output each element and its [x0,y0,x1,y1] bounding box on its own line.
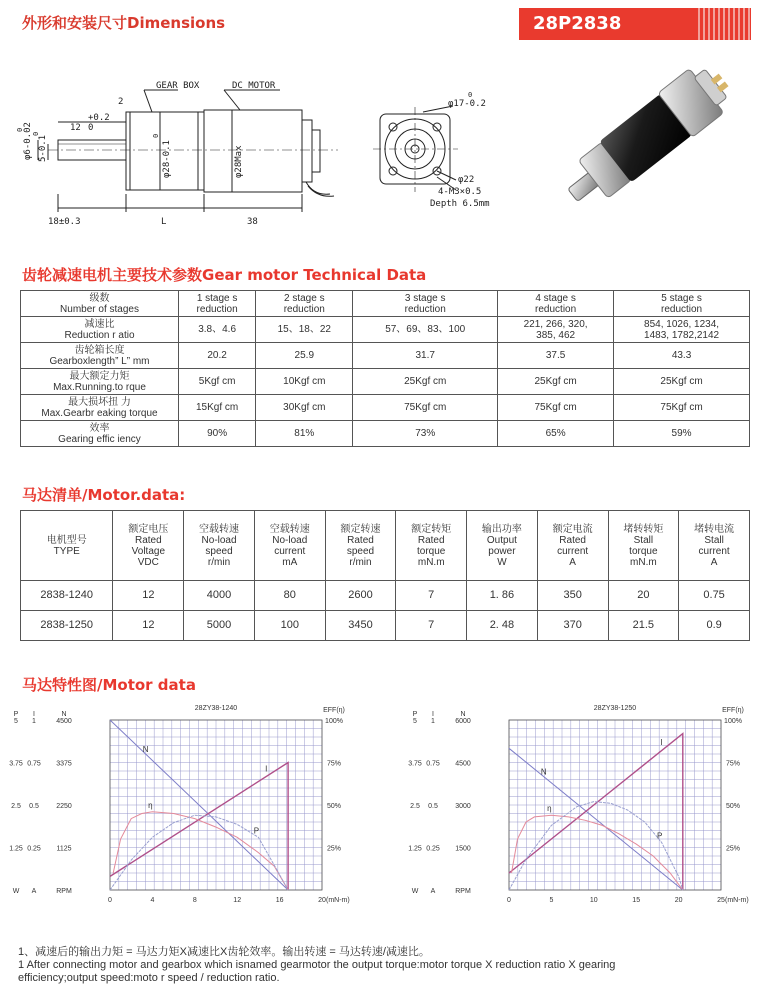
motor-header-line: mN.m [417,556,445,568]
series-label: I [660,738,663,748]
motor-header-line: current [557,545,589,557]
motor-header-line: 额定转速 [340,523,381,535]
dim-boss-dia: φ17-0.2 [448,99,486,109]
gear-cell-line: 65% [545,428,566,439]
motor-header-line: VDC [137,556,159,568]
model-number: 28P2838 [533,13,622,34]
motor-header-line: 额定电流 [552,523,593,535]
dim-step: 2 [118,97,124,107]
gear-cell [498,317,614,343]
note-en-2: efficiency;output speed:moto r speed / reduction ratio. [18,972,280,984]
gear-cell [256,369,353,395]
chart-28zy38-1250 [405,700,751,920]
dim-gear-dia: φ28-0.1 [162,140,172,178]
motor-header-cell [467,511,538,581]
dim-motor-dia: φ28Max [234,145,244,178]
gear-cell [614,369,750,395]
motor-header-line: 电机型号 [46,534,87,546]
gear-cell-line: 4 stage s [535,292,576,304]
dim-depth: Depth 6.5mm [430,199,490,209]
motor-header-cell [679,511,750,581]
motor-header-line: power [488,545,516,557]
x-tick: 0 [507,897,511,904]
x-tick: 4 [150,897,155,904]
motor-header-line: 额定电压 [128,523,169,535]
series-label: P [656,831,663,841]
series-label: N [540,767,547,777]
gear-cell-line: 854, 1026, 1234, [644,318,720,330]
gear-cell-line: 5 stage s [661,292,702,304]
axis-tick: 4500 [56,718,72,725]
x-tick: 15 [632,897,641,904]
axis-tick: 5 [14,718,18,725]
axis-tick: 3000 [455,803,471,810]
gear-cell-line: 221, 266, 320, [523,318,588,330]
motor-header-line: torque [629,545,658,557]
gear-label-en: Max.Gearbr eaking torque [41,407,158,419]
gear-cell-line: 25Kgf cm [534,376,577,387]
axis-tick: 0.25 [27,845,41,853]
gear-cell-line: 15、18、22 [277,324,331,335]
motor-header-line: 堵转转矩 [623,523,664,535]
axis-tick: 1.25 [408,845,422,853]
motor-cell: 350 [537,581,608,611]
motor-header-line: current [274,545,306,557]
end-view [373,106,458,192]
motor-header-line: Stall [633,534,654,546]
motor-header-cell [184,511,255,581]
x-tick: 20 [674,897,683,904]
gear-row [21,369,750,395]
gear-row-label [21,291,179,317]
series-power-line [509,802,683,890]
gear-cell [256,343,353,369]
axis-tick: 2250 [56,803,72,810]
axis-sub: W [12,888,20,895]
axis-tick-eff: 100% [325,718,343,725]
note-en-1: 1 After connecting motor and gearbox which isnamed gearmotor the output torque:motor torque X reduction ratio X gearing [18,959,616,971]
motor-header-line: 堵转电流 [694,523,735,535]
gear-cell [179,369,256,395]
gear-row-label [21,343,179,369]
gear-label-cn: 最大损坏扭 力 [68,396,131,408]
gear-row-label [21,369,179,395]
note-cn: 1、减速后的输出力矩 = 马达力矩X减速比X齿轮效率。输出转速 = 马达转速/减速比。 [18,946,430,958]
gear-label-en: Gearboxlength” L” mm [49,355,150,367]
gear-cell [614,395,750,421]
motor-header-line: torque [417,545,446,557]
axis-unit: I [33,711,35,718]
motor-header-line: Output [486,534,517,546]
badge-stripes [695,8,751,40]
motor-cell: 12 [113,581,184,611]
gear-cell-line: 31.7 [415,350,435,361]
dim-boss-zero: 0 [468,91,473,99]
axis-tick: 2.5 [410,803,420,810]
dimensions-title: 外形和安装尺寸Dimensions [22,14,226,32]
motor-cell: 100 [254,611,325,641]
series-label: N [142,745,149,754]
footnotes [18,946,748,985]
motor-cell: 12 [113,611,184,641]
dim-holes: 4-M3×0.5 [438,187,482,197]
gear-row-label [21,421,179,447]
x-axis-label: (mN-m) [725,897,749,904]
x-tick: 20 [318,897,326,904]
gear-cell-line: reduction [535,303,577,315]
axis-tick: 2.5 [11,803,21,810]
gear-cell [498,343,614,369]
gear-cell-line: 10Kgf cm [283,376,326,387]
gear-cell-line: reduction [660,303,703,315]
gear-cell-line: 75Kgf cm [534,402,577,413]
motor-header-line: 额定转矩 [411,523,452,535]
axis-tick: 3375 [56,760,72,768]
motor-cell: 370 [537,611,608,641]
axis-unit: I [432,711,434,718]
motor-cell: 2838-1240 [21,581,113,611]
axis-tick: 1 [431,718,435,725]
motor-cell: 0.9 [679,611,750,641]
gear-cell-line: 73% [415,428,436,439]
gear-cell-line: 3 stage s [404,292,446,304]
gear-cell-line: 15Kgf cm [195,402,239,413]
motor-cell: 7 [396,611,467,641]
gear-cell [353,291,498,317]
gear-cell [614,421,750,447]
axis-tick: 4500 [455,760,471,768]
axis-tick-eff: 100% [724,718,742,725]
axis-sub: RPM [455,888,471,895]
gear-cell-line: 25Kgf cm [660,376,703,387]
axis-tick: 0.25 [426,845,440,853]
label-dc-motor: DC MOTOR [232,81,276,91]
gear-row-label [21,317,179,343]
gear-row [21,317,750,343]
gear-cell [256,421,353,447]
motor-photo [545,48,750,234]
motor-header-row [21,511,750,581]
dim-key-tol: +0.2 [88,113,110,123]
motor-header-cell [113,511,184,581]
gear-label-en: Max.Running.to rque [53,381,146,393]
gear-cell [353,421,498,447]
axis-tick-eff: 75% [326,760,342,768]
gear-cell [614,317,750,343]
gear-cell [614,291,750,317]
gear-cell-line: 30Kgf cm [283,402,326,413]
motor-cell: 3450 [325,611,396,641]
chart-28zy38-1240 [6,700,352,920]
axis-tick: 1125 [56,845,72,853]
gear-label-en: Gearing effic iency [58,433,141,445]
label-gear-box: GEAR BOX [156,81,200,91]
axis-sub: A [430,888,436,895]
motor-cell: 2600 [325,581,396,611]
motor-header-line: Stall [704,534,724,546]
motor-header-line: Rated [134,534,162,546]
series-label: I [265,764,268,774]
x-tick: 5 [549,897,554,904]
gear-cell-line: 81% [294,428,315,439]
gear-cell [498,421,614,447]
gear-cell-line: 5Kgf cm [198,376,236,387]
motor-header-line: 输出功率 [481,523,522,535]
gear-cell-line: reduction [196,303,238,315]
motor-header-cell [325,511,396,581]
gear-label-cn: 齿轮箱长度 [74,344,125,356]
dim-key-zero: 0 [88,123,94,133]
dim-shaft-zero: 0 [16,127,24,132]
axis-tick: 6000 [455,718,471,725]
axis-tick-eff: 75% [725,760,741,768]
motor-header-cell [254,511,325,581]
dim-motor-len: 38 [247,217,258,227]
motor-header-cell [537,511,608,581]
gear-cell-line: 20.2 [207,350,227,361]
motor-header-line: No-load [272,534,308,546]
axis-tick: 3.75 [9,760,23,768]
gear-label-cn: 级数 [89,292,110,304]
dim-gear-dia-zero: 0 [152,133,160,138]
gear-data-table [20,290,750,447]
axis-tick: 0.75 [426,760,440,768]
gear-row [21,343,750,369]
motor-cell: 7 [396,581,467,611]
gear-cell [498,291,614,317]
gear-row [21,291,750,317]
axis-tick: 3.75 [408,760,422,768]
motor-header-line: mN.m [630,556,657,568]
dim-shaft-dia: φ6-0.02 [23,122,33,160]
model-badge [519,8,751,40]
gear-cell [256,317,353,343]
motor-cell: 80 [254,581,325,611]
gear-label-en: Reduction r atio [64,329,135,341]
gear-cell [614,343,750,369]
motor-cell: 0.75 [679,581,750,611]
motor-header-line: TYPE [53,545,80,557]
motor-data-title: 马达清单/Motor.data: [22,486,186,504]
x-tick: 8 [192,897,197,904]
axis-tick: 1500 [455,845,471,853]
dim-gear-len: L [161,217,167,227]
motor-row [21,581,750,611]
motor-header-cell [396,511,467,581]
motor-header-line: current [698,545,730,557]
motor-header-line: 空载转速 [199,523,240,535]
gear-cell-line: 57、69、83、100 [385,324,466,335]
motor-header-line: Rated [559,534,586,546]
gear-cell-line: 385, 462 [536,329,576,341]
gear-data-title: 齿轮减速电机主要技术参数Gear motor Technical Data [22,266,427,284]
chart-title: 28ZY38-1250 [593,705,637,712]
axis-tick: 0.5 [428,803,438,810]
gear-cell-line: 1 stage s [196,292,238,304]
gear-cell-line: reduction [404,303,446,315]
motor-cell: 20 [608,581,679,611]
motor-header-line: r/min [207,556,231,568]
motor-header-line: Rated [347,534,374,546]
gear-cell [353,343,498,369]
x-tick: 12 [233,897,242,904]
axis-unit-eff: EFF(η) [722,707,744,714]
gear-cell-line: 90% [207,428,228,439]
gear-cell [353,369,498,395]
axis-unit: N [61,711,67,718]
dim-pcd: φ22 [458,175,475,185]
x-tick: 0 [108,897,112,904]
motor-body [204,110,302,192]
gear-label-cn: 减速比 [84,318,115,330]
gear-cell [353,395,498,421]
x-axis-label: (mN-m) [326,897,350,904]
x-tick: 10 [589,897,598,904]
axis-sub: W [411,888,419,895]
motor-cell: 2838-1250 [21,611,113,641]
axis-tick-eff: 50% [326,803,342,810]
gear-cell-line: 59% [671,428,692,439]
gear-label-en: Number of stages [60,303,139,315]
motor-header-line: No-load [201,534,237,546]
axis-tick-eff: 50% [725,803,741,810]
gear-label-cn: 效率 [89,422,110,434]
gear-cell-line: 25.9 [294,350,315,361]
series-current-line [509,734,683,890]
motor-cell: 2. 48 [467,611,538,641]
gear-label-cn: 最大额定力矩 [69,370,130,382]
gear-cell-line: 2 stage s [283,292,325,304]
gear-cell [256,395,353,421]
axis-tick: 0.5 [29,803,39,810]
gear-cell-line: 75Kgf cm [404,402,447,413]
gear-cell [498,369,614,395]
series-label: η [547,804,552,814]
series-label: η [148,800,153,810]
dim-flat: 5-0.1 [38,134,48,162]
motor-curves-title: 马达特性图/Motor data [22,676,196,694]
motor-data-table [20,510,750,641]
motor-header-line: Voltage [131,545,166,557]
gear-cell-line: 25Kgf cm [404,376,447,387]
gear-cell [179,291,256,317]
motor-cell: 5000 [184,611,255,641]
gear-cell [353,317,498,343]
series-label: P [253,826,260,836]
gear-cell-line: 43.3 [671,350,692,361]
dim-flat-zero: 0 [32,131,40,136]
motor-header-cell [608,511,679,581]
axis-sub: A [31,888,37,895]
gear-cell [179,317,256,343]
gear-cell [179,343,256,369]
gear-cell [179,421,256,447]
motor-header-cell [21,511,113,581]
motor-row [21,611,750,641]
motor-header-line: W [497,556,507,568]
axis-unit: N [460,711,466,718]
axis-unit-eff: EFF(η) [323,707,345,714]
gear-cell [498,395,614,421]
axis-tick: 1 [32,718,36,725]
axis-unit: P [412,711,418,718]
dimension-drawing [18,82,538,232]
axis-unit: P [13,711,19,718]
x-tick: 16 [275,897,284,904]
motor-cell: 21.5 [608,611,679,641]
dim-key-len: 12 [70,123,81,133]
motor-cell: 4000 [184,581,255,611]
motor-header-line: mA [282,556,298,568]
x-tick: 25 [717,897,725,904]
motor-header-line: 空载转速 [269,523,310,535]
motor-header-line: A [569,556,576,568]
motor-cell: 1. 86 [467,581,538,611]
gear-cell-line: 75Kgf cm [660,402,703,413]
gear-cell-line: 3.8、4.6 [198,324,237,335]
chart-title: 28ZY38-1240 [194,705,238,712]
gear-cell-line: reduction [283,303,325,315]
axis-tick-eff: 25% [725,845,741,853]
axis-tick: 5 [413,718,417,725]
gear-cell-line: 37.5 [545,350,566,361]
gear-cell [179,395,256,421]
series-speed-line [509,748,683,890]
gear-row-label [21,395,179,421]
motor-header-line: speed [205,545,233,557]
motor-header-line: r/min [349,556,372,568]
motor-header-line: speed [346,545,375,557]
gear-cell [256,291,353,317]
axis-tick: 0.75 [27,760,41,768]
gear-cell-line: 1483, 1782,2142 [644,329,720,341]
gear-row [21,395,750,421]
motor-header-line: A [710,556,718,568]
axis-sub: RPM [56,888,72,895]
gear-row [21,421,750,447]
axis-tick: 1.25 [9,845,23,853]
axis-tick-eff: 25% [326,845,342,853]
motor-header-line: Rated [417,534,445,546]
dim-shaft-len: 18±0.3 [48,217,81,227]
